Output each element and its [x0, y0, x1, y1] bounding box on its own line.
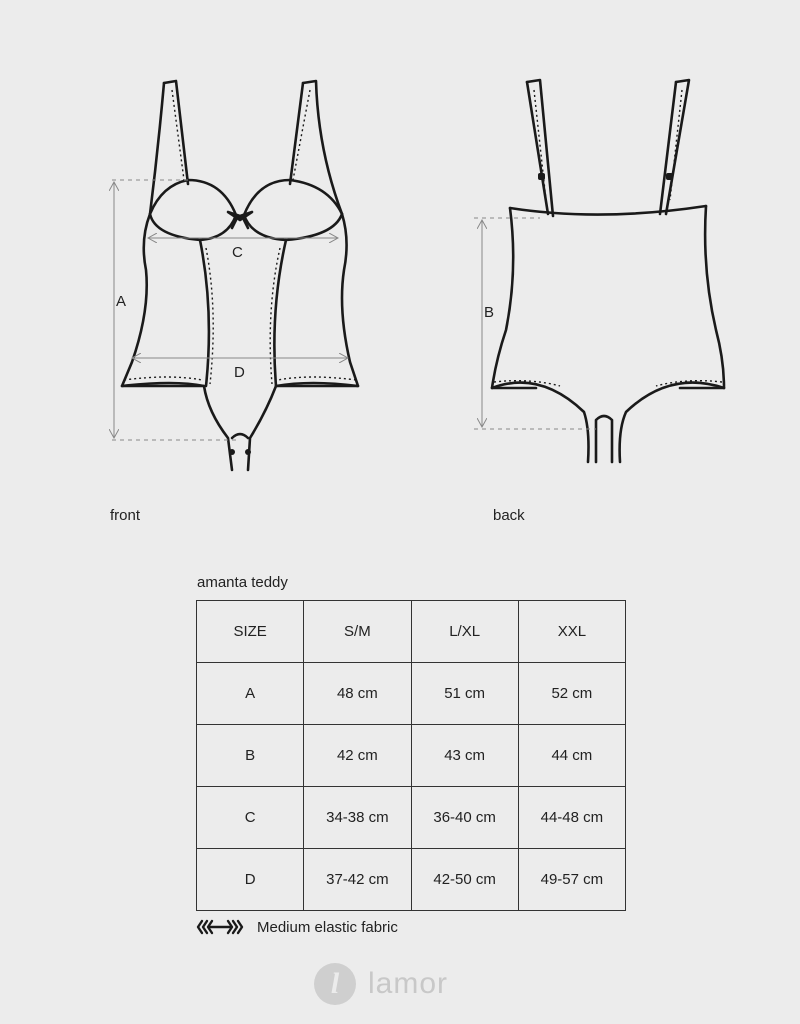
header-cell: S/M	[304, 601, 411, 663]
front-garment-drawing	[122, 81, 358, 470]
stretch-arrows-icon	[196, 918, 244, 936]
table-cell: 42 cm	[304, 725, 411, 787]
table-cell: 51 cm	[411, 663, 518, 725]
dimension-label-a: A	[116, 293, 127, 310]
table-row	[197, 663, 626, 725]
product-name: amanta teddy	[197, 574, 288, 591]
table-cell: 44-48 cm	[518, 787, 625, 849]
table-cell: 49-57 cm	[518, 849, 625, 911]
table-cell: 43 cm	[411, 725, 518, 787]
fabric-note-text: Medium elastic fabric	[257, 918, 398, 936]
table-row	[197, 787, 626, 849]
table-header-row	[197, 601, 626, 663]
row-label-cell: A	[197, 663, 304, 725]
dimension-label-b: B	[484, 304, 495, 321]
table-cell: 36-40 cm	[411, 787, 518, 849]
row-label-cell: C	[197, 787, 304, 849]
back-lace-trim	[494, 90, 722, 386]
table-cell: 52 cm	[518, 663, 625, 725]
back-garment-drawing	[492, 80, 724, 462]
table-cell: 34-38 cm	[304, 787, 411, 849]
header-cell: SIZE	[197, 601, 304, 663]
dimension-label-c: C	[232, 244, 243, 261]
size-chart-table	[196, 600, 626, 911]
header-cell: XXL	[518, 601, 625, 663]
dimension-label-d: D	[234, 364, 245, 381]
header-cell: L/XL	[411, 601, 518, 663]
table-cell: 42-50 cm	[411, 849, 518, 911]
brand-logo-mark: l	[314, 963, 356, 1005]
row-label-cell: D	[197, 849, 304, 911]
row-label-cell: B	[197, 725, 304, 787]
table-row	[197, 849, 626, 911]
front-view-label: front	[110, 507, 141, 524]
table-row	[197, 725, 626, 787]
back-view-label: back	[493, 507, 525, 524]
table-cell: 44 cm	[518, 725, 625, 787]
fabric-note	[196, 918, 398, 936]
table-cell: 37-42 cm	[304, 849, 411, 911]
brand-logo-text: lamor	[368, 967, 449, 1000]
brand-logo	[314, 963, 448, 1005]
table-cell: 48 cm	[304, 663, 411, 725]
